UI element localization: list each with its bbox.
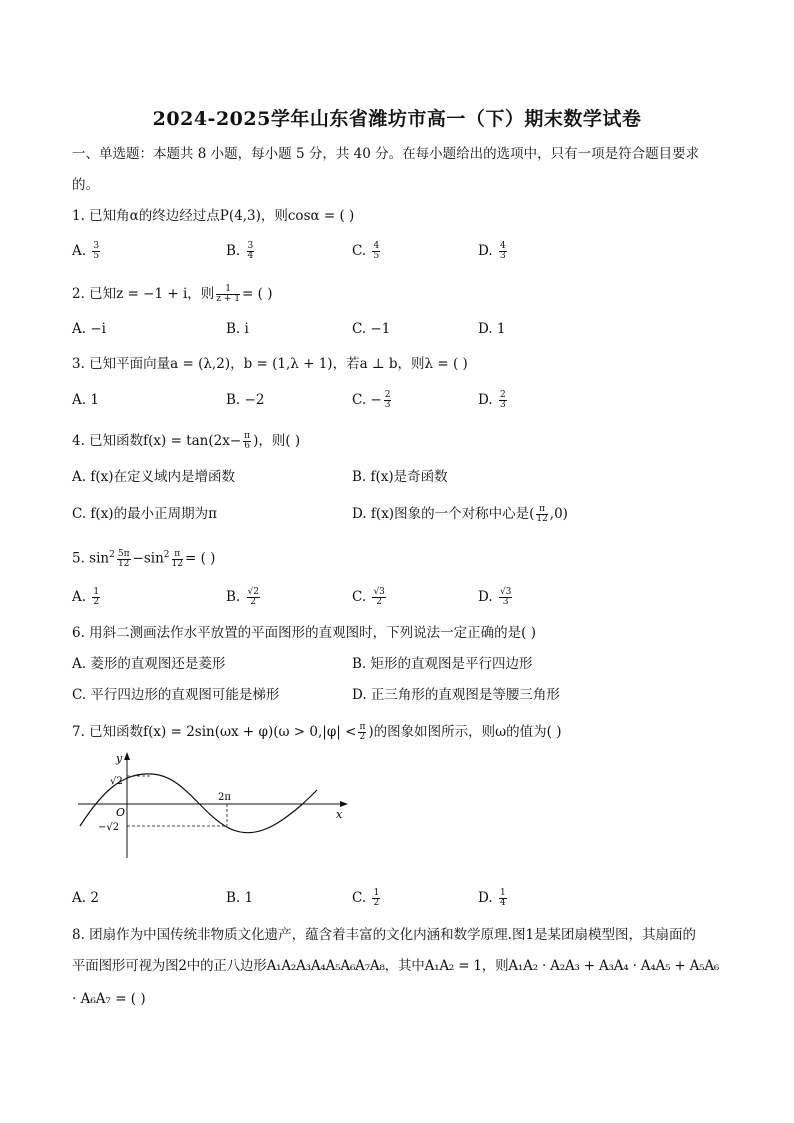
q5-option-a: A. $\frac{1}{2}$ bbox=[72, 587, 100, 607]
q6-option-a: A. 菱形的直观图还是菱形 bbox=[72, 656, 226, 672]
origin-label: O bbox=[116, 806, 126, 819]
q5-option-b: B. $\frac{√2}{2}$ bbox=[226, 587, 259, 607]
q8-line1: 8. 团扇作为中国传统非物质文化遗产，蕴含着丰富的文化内涵和数学原理.图1是某团扇模型图，其扇面的 bbox=[72, 927, 697, 943]
q6-option-c: C. 平行四边形的直观图可能是梯形 bbox=[72, 687, 280, 703]
q2-option-c: C. −1 bbox=[352, 321, 391, 337]
x-axis-label: x bbox=[336, 808, 343, 821]
q5-option-c: C. $\frac{√3}{2}$ bbox=[352, 587, 385, 607]
q6-option-b: B. 矩形的直观图是平行四边形 bbox=[352, 656, 533, 672]
q1-option-c: C. $\frac{4}{5}$ bbox=[352, 241, 380, 261]
q4-stem: 4. 已知函数f(x) = tan(2x− $\frac{\pi}{6}$ )，则( ) bbox=[72, 431, 301, 451]
y-axis-arrow-icon bbox=[124, 752, 130, 760]
page-title: 2024-2025学年山东省潍坊市高一（下）期末数学试卷 bbox=[152, 108, 642, 130]
q7-option-c: C. $\frac{1}{2}$ bbox=[352, 888, 380, 908]
q2-option-a: A. −i bbox=[72, 321, 106, 337]
q6-stem: 6. 用斜二测画法作水平放置的平面图形的直观图时，下列说法一定正确的是( ) bbox=[72, 625, 536, 641]
q4-option-b: B. f(x)是奇函数 bbox=[352, 469, 448, 485]
q3-stem: 3. 已知平面向量a = (λ,2)，b = (1,λ + 1)，若a ⊥ b，则λ = ( ) bbox=[72, 356, 468, 372]
q6-option-d: D. 正三角形的直观图是等腰三角形 bbox=[352, 687, 560, 703]
q1-stem: 1. 已知角α的终边经过点P(4,3)，则cosα = ( ) bbox=[72, 208, 355, 224]
q4-option-c: C. f(x)的最小正周期为π bbox=[72, 506, 217, 522]
q4-option-a: A. f(x)在定义域内是增函数 bbox=[72, 469, 235, 485]
q7-option-d: D. $\frac{1}{4}$ bbox=[478, 888, 506, 908]
q7-option-b: B. 1 bbox=[226, 890, 254, 906]
q8-line2: 平面图形可视为图2中的正八边形A₁A₂A₃A₄A₅A₆A₇A₈，其中A₁A₂ = 1，则A₁A₂ · A₂A₃ + A₃A₄ · A₄A₅ + A₅A₆ bbox=[72, 958, 720, 974]
q1-option-d: D. $\frac{4}{3}$ bbox=[478, 241, 506, 261]
q2-stem: 2. 已知z = −1 + i，则 $\frac{1}{z + 1}$ = ( ) bbox=[72, 284, 273, 304]
q4-option-d: D. f(x)图象的一个对称中心是( $\frac{\pi}{12}$ ,0) bbox=[352, 504, 568, 524]
q7-sine-graph bbox=[72, 752, 362, 862]
q3-option-b: B. −2 bbox=[226, 392, 265, 408]
q5-stem: 5. $\sin^2$ $\frac{5\pi}{12}$ $-\sin^2$ $\frac{\pi}{12}$ = ( ) bbox=[72, 548, 216, 569]
q1-option-b: B. $\frac{3}{4}$ bbox=[226, 241, 254, 261]
q3-option-a: A. 1 bbox=[72, 392, 99, 408]
top-value-label: √2 bbox=[110, 776, 123, 787]
section-heading-line1: 一、单选题：本题共 8 小题，每小题 5 分，共 40 分。在每小题给出的选项中，只有一项是符合题目要求 bbox=[72, 146, 700, 162]
y-axis-label: y bbox=[116, 752, 123, 765]
q2-option-d: D. 1 bbox=[478, 321, 506, 337]
q1-option-a: A. $\frac{3}{5}$ bbox=[72, 241, 100, 261]
q7-stem: 7. 已知函数f(x) = 2sin(ωx + φ)(ω > 0,|φ| < $\frac{\pi}{2}$ )的图象如图所示，则ω的值为( ) bbox=[72, 722, 562, 742]
x-axis-arrow-icon bbox=[340, 801, 348, 807]
q5-option-d: D. $\frac{√3}{3}$ bbox=[478, 587, 512, 607]
q8-line3: · A₆A₇ = ( ) bbox=[72, 991, 146, 1007]
bottom-value-label: −√2 bbox=[98, 822, 120, 833]
q3-option-c: C. − $\frac{2}{3}$ bbox=[352, 390, 391, 410]
q3-option-d: D. $\frac{2}{3}$ bbox=[478, 390, 506, 410]
q2-option-b: B. i bbox=[226, 321, 249, 337]
two-pi-label: 2π bbox=[218, 792, 231, 803]
q7-option-a: A. 2 bbox=[72, 890, 99, 906]
section-heading-line2: 的。 bbox=[72, 177, 99, 193]
